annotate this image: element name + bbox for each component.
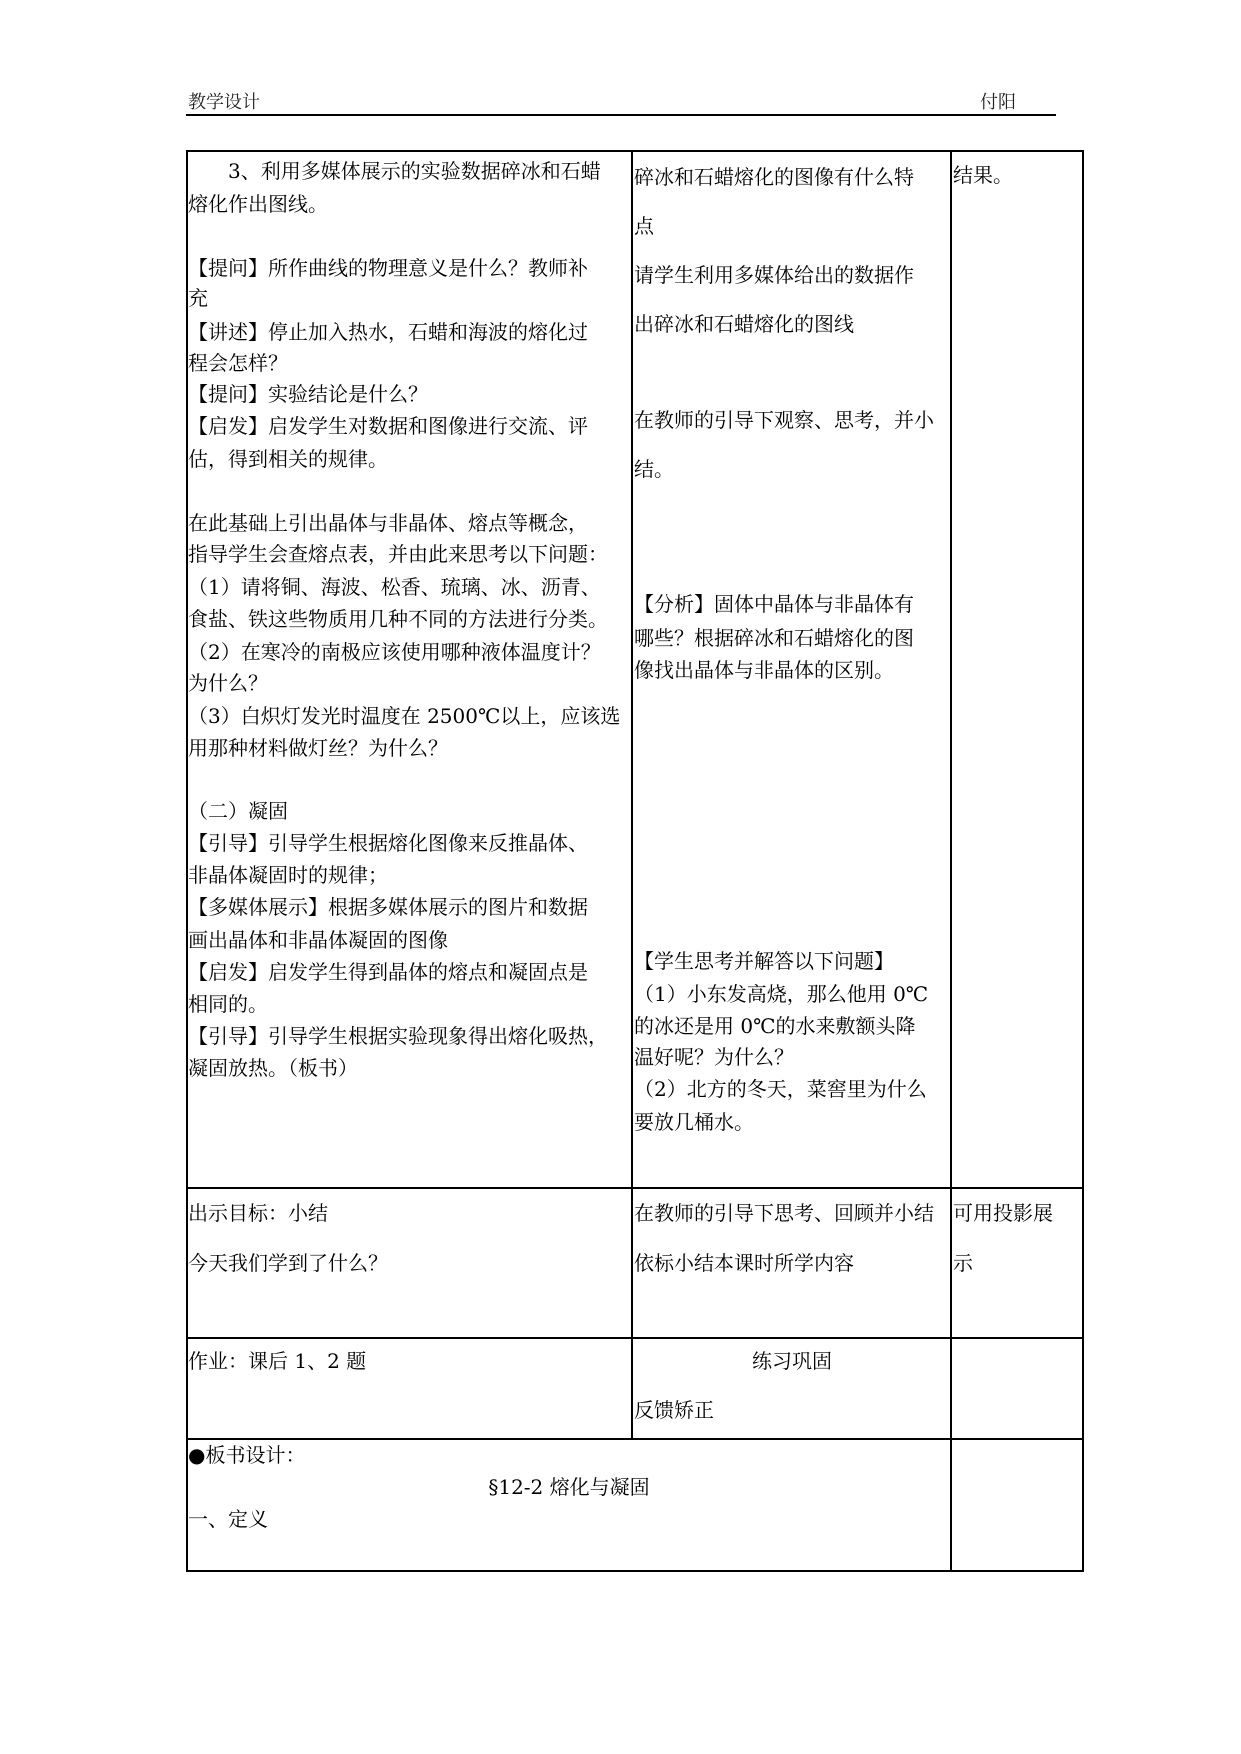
- text-line: 点: [634, 214, 654, 238]
- text-line: （二）凝固: [188, 799, 288, 823]
- row3-student-line-2: 反馈矫正: [634, 1398, 714, 1422]
- text-line: 出碎冰和石蜡熔化的图线: [634, 312, 854, 336]
- board-design-title: ●板书设计：: [188, 1443, 306, 1467]
- text-line: 【启发】启发学生对数据和图像进行交流、评: [188, 414, 588, 438]
- text-line: 温好呢？为什么？: [634, 1045, 794, 1069]
- header-author: 付阳: [980, 92, 1016, 113]
- row1-notes: 结果。: [953, 163, 1013, 187]
- text-line: 【引导】引导学生根据实验现象得出熔化吸热，: [188, 1024, 608, 1048]
- board-section-heading: §12-2 熔化与凝固: [488, 1475, 650, 1499]
- text-line: 估，得到相关的规律。: [188, 447, 388, 471]
- text-line: 食盐、铁这些物质用几种不同的方法进行分类。: [188, 607, 608, 631]
- text-line: 【分析】固体中晶体与非晶体有: [634, 592, 914, 616]
- text-line: 结。: [634, 457, 674, 481]
- text-line: 【引导】引导学生根据熔化图像来反推晶体、: [188, 831, 588, 855]
- text-line: 请学生利用多媒体给出的数据作: [634, 263, 914, 287]
- text-line: 充: [188, 286, 208, 310]
- row2-teacher-line-1: 出示目标：小结: [188, 1201, 328, 1225]
- text-line: 碎冰和石蜡熔化的图像有什么特: [634, 165, 914, 189]
- text-line: （1）小东发高烧，那么他用 0℃: [634, 982, 929, 1006]
- text-line: 画出晶体和非晶体凝固的图像: [188, 928, 448, 952]
- text-line: 【学生思考并解答以下问题】: [634, 949, 894, 973]
- text-line: 【提问】实验结论是什么？: [188, 382, 428, 406]
- text-line: （3）白炽灯发光时温度在 2500℃以上，应该选: [188, 704, 621, 728]
- header-left-title: 教学设计: [188, 92, 260, 113]
- text-line: 为什么？: [188, 671, 268, 695]
- text-line: （2）北方的冬天，菜窖里为什么: [634, 1077, 927, 1101]
- text-line: （2）在寒冷的南极应该使用哪种液体温度计？: [188, 640, 601, 664]
- text-line: （1）请将铜、海波、松香、琉璃、冰、沥青、: [188, 575, 601, 599]
- text-line: 熔化作出图线。: [188, 192, 328, 216]
- row2-student-line-1: 在教师的引导下思考、回顾并小结: [634, 1201, 934, 1225]
- text-line: 哪些？根据碎冰和石蜡熔化的图: [634, 626, 914, 650]
- text-line: 像找出晶体与非晶体的区别。: [634, 658, 894, 682]
- text-line: 【多媒体展示】根据多媒体展示的图片和数据: [188, 895, 588, 919]
- row3-student-line-1: 练习巩固: [752, 1349, 832, 1373]
- text-line: 相同的。: [188, 992, 268, 1016]
- text-line: 要放几桶水。: [634, 1110, 754, 1134]
- board-item-definition: 一、定义: [188, 1507, 268, 1531]
- column-divider-2: [950, 150, 952, 1572]
- row2-teacher-line-2: 今天我们学到了什么？: [188, 1251, 388, 1275]
- text-line: 【讲述】停止加入热水，石蜡和海波的熔化过: [188, 320, 588, 344]
- text-line: 程会怎样？: [188, 351, 288, 375]
- text-line: 【提问】所作曲线的物理意义是什么？教师补: [188, 256, 588, 280]
- text-line: 【启发】启发学生得到晶体的熔点和凝固点是: [188, 960, 588, 984]
- text-line: 用那种材料做灯丝？为什么？: [188, 736, 448, 760]
- text-line: 的冰还是用 0℃的水来敷额头降: [634, 1014, 916, 1038]
- text-line: 凝固放热。（板书）: [188, 1056, 358, 1080]
- row2-notes-line-1: 可用投影展: [953, 1201, 1053, 1225]
- text-line: 非晶体凝固时的规律；: [188, 863, 388, 887]
- row3-homework: 作业：课后 1、2 题: [188, 1349, 367, 1373]
- row2-notes-line-2: 示: [953, 1251, 973, 1275]
- header-rule: [186, 114, 1056, 116]
- text-line: 指导学生会查熔点表，并由此来思考以下问题：: [188, 542, 608, 566]
- text-line: 在教师的引导下观察、思考，并小: [634, 408, 934, 432]
- text-line: 3、利用多媒体展示的实验数据碎冰和石蜡: [188, 159, 601, 183]
- row2-student-line-2: 依标小结本课时所学内容: [634, 1251, 854, 1275]
- text-line: 在此基础上引出晶体与非晶体、熔点等概念，: [188, 511, 588, 535]
- column-divider-1: [631, 150, 633, 1438]
